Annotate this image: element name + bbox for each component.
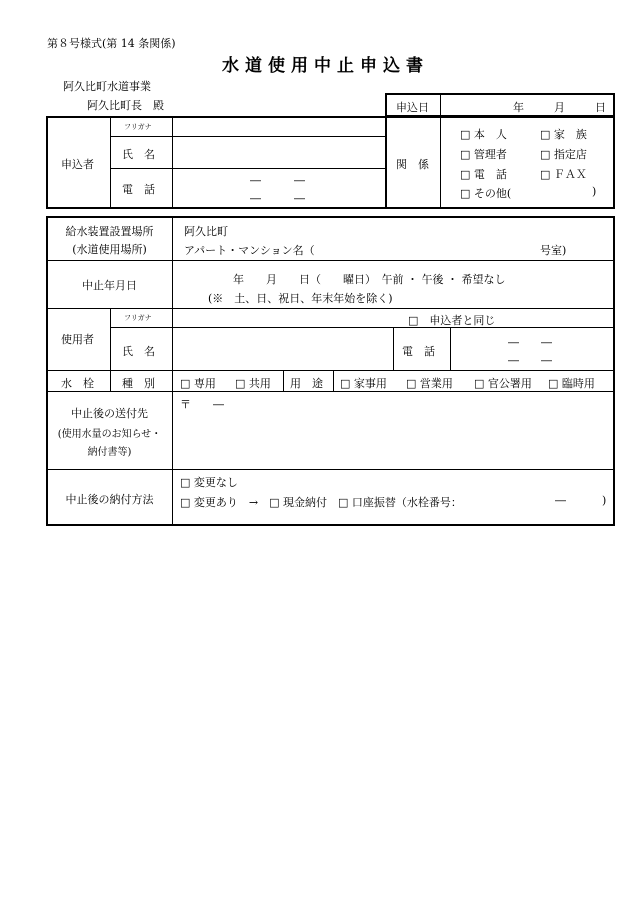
applicant-name-label: 氏 名 — [122, 148, 155, 161]
form-number: 第８号様式(第 14 条関係) — [47, 37, 176, 50]
applicant-label: 申込者 — [61, 158, 94, 171]
meter-type-exclusive-checkbox[interactable]: □ 専用 — [180, 377, 216, 390]
meter-type-shared-checkbox[interactable]: □ 共用 — [235, 377, 271, 390]
mailing-label-3: 納付書等) — [87, 447, 132, 458]
relation-other-close: ) — [592, 185, 597, 198]
relation-label: 関 係 — [396, 158, 429, 171]
stop-date-label: 中止年月日 — [82, 279, 137, 292]
applicant-furigana-label: フリガナ — [124, 123, 152, 131]
addressee-mayor: 阿久比町長 殿 — [87, 99, 164, 112]
meter-usage-business-checkbox[interactable]: □ 営業用 — [406, 377, 453, 390]
payment-label: 中止後の納付方法 — [65, 493, 154, 506]
applicant-phone-line-2[interactable]: ― ― — [250, 192, 305, 205]
payment-close-paren: ) — [602, 494, 607, 507]
location-town: 阿久比町 — [184, 225, 228, 238]
location-apartment[interactable]: アパート・マンション名（ — [184, 244, 315, 257]
location-room: 号室) — [540, 244, 567, 257]
application-date-label: 申込日 — [396, 101, 429, 114]
meter-label: 水 栓 — [61, 377, 94, 390]
relation-manager-checkbox[interactable]: □ 管理者 — [460, 148, 507, 161]
meter-usage-household-checkbox[interactable]: □ 家事用 — [340, 377, 387, 390]
payment-no-change-checkbox[interactable]: □ 変更なし — [180, 476, 238, 489]
applicant-phone-label: 電 話 — [122, 183, 155, 196]
user-phone-label: 電 話 — [402, 345, 435, 358]
mailing-label-2: (使用水量のお知らせ・ — [57, 429, 162, 440]
meter-usage-temporary-checkbox[interactable]: □ 臨時用 — [548, 377, 595, 390]
application-date-day[interactable]: 日 — [595, 101, 606, 114]
meter-usage-government-checkbox[interactable]: □ 官公署用 — [474, 377, 532, 390]
meter-type-label: 種 別 — [122, 377, 155, 390]
user-phone-line-2[interactable]: ― ― — [508, 354, 552, 367]
relation-phone-checkbox[interactable]: □ 電 話 — [460, 168, 507, 181]
location-label-2: (水道使用場所) — [72, 243, 147, 256]
relation-designated-shop-checkbox[interactable]: □ 指定店 — [540, 148, 587, 161]
location-label-1: 給水装置設置場所 — [65, 225, 154, 238]
payment-change-checkbox[interactable]: □ 変更あり → □ 現金納付 □ 口座振替（水栓番号： — [180, 496, 462, 509]
main-table — [46, 216, 615, 526]
mailing-postal-code[interactable]: 〒 ― — [180, 398, 224, 411]
stop-date-note: (※ 土、日、祝日、年末年始を除く) — [208, 292, 393, 305]
meter-usage-label: 用 途 — [290, 377, 323, 390]
user-same-as-applicant-checkbox[interactable]: □ 申込者と同じ — [408, 314, 496, 327]
relation-other-checkbox[interactable]: □ その他( — [460, 187, 512, 200]
addressee-org: 阿久比町水道事業 — [63, 80, 151, 93]
page-title: 水道使用中止申込書 — [222, 56, 429, 76]
stop-date-line[interactable]: 年 月 日（ 曜日） 午前 ・ 午後 ・ 希望なし — [233, 273, 506, 286]
relation-self-checkbox[interactable]: □ 本 人 — [460, 128, 507, 141]
relation-family-checkbox[interactable]: □ 家 族 — [540, 128, 587, 141]
user-label: 使用者 — [61, 333, 94, 346]
payment-meter-number-dash[interactable]: ― — [555, 494, 566, 507]
mailing-label-1: 中止後の送付先 — [71, 407, 148, 420]
user-furigana-label: フリガナ — [124, 314, 152, 322]
relation-fax-checkbox[interactable]: □ ＦＡＸ — [540, 168, 587, 181]
user-phone-line-1[interactable]: ― ― — [508, 336, 552, 349]
user-name-label: 氏 名 — [122, 345, 155, 358]
application-date-year[interactable]: 年 — [513, 101, 524, 114]
applicant-phone-line-1[interactable]: ― ― — [250, 174, 305, 187]
application-date-month[interactable]: 月 — [554, 101, 565, 114]
